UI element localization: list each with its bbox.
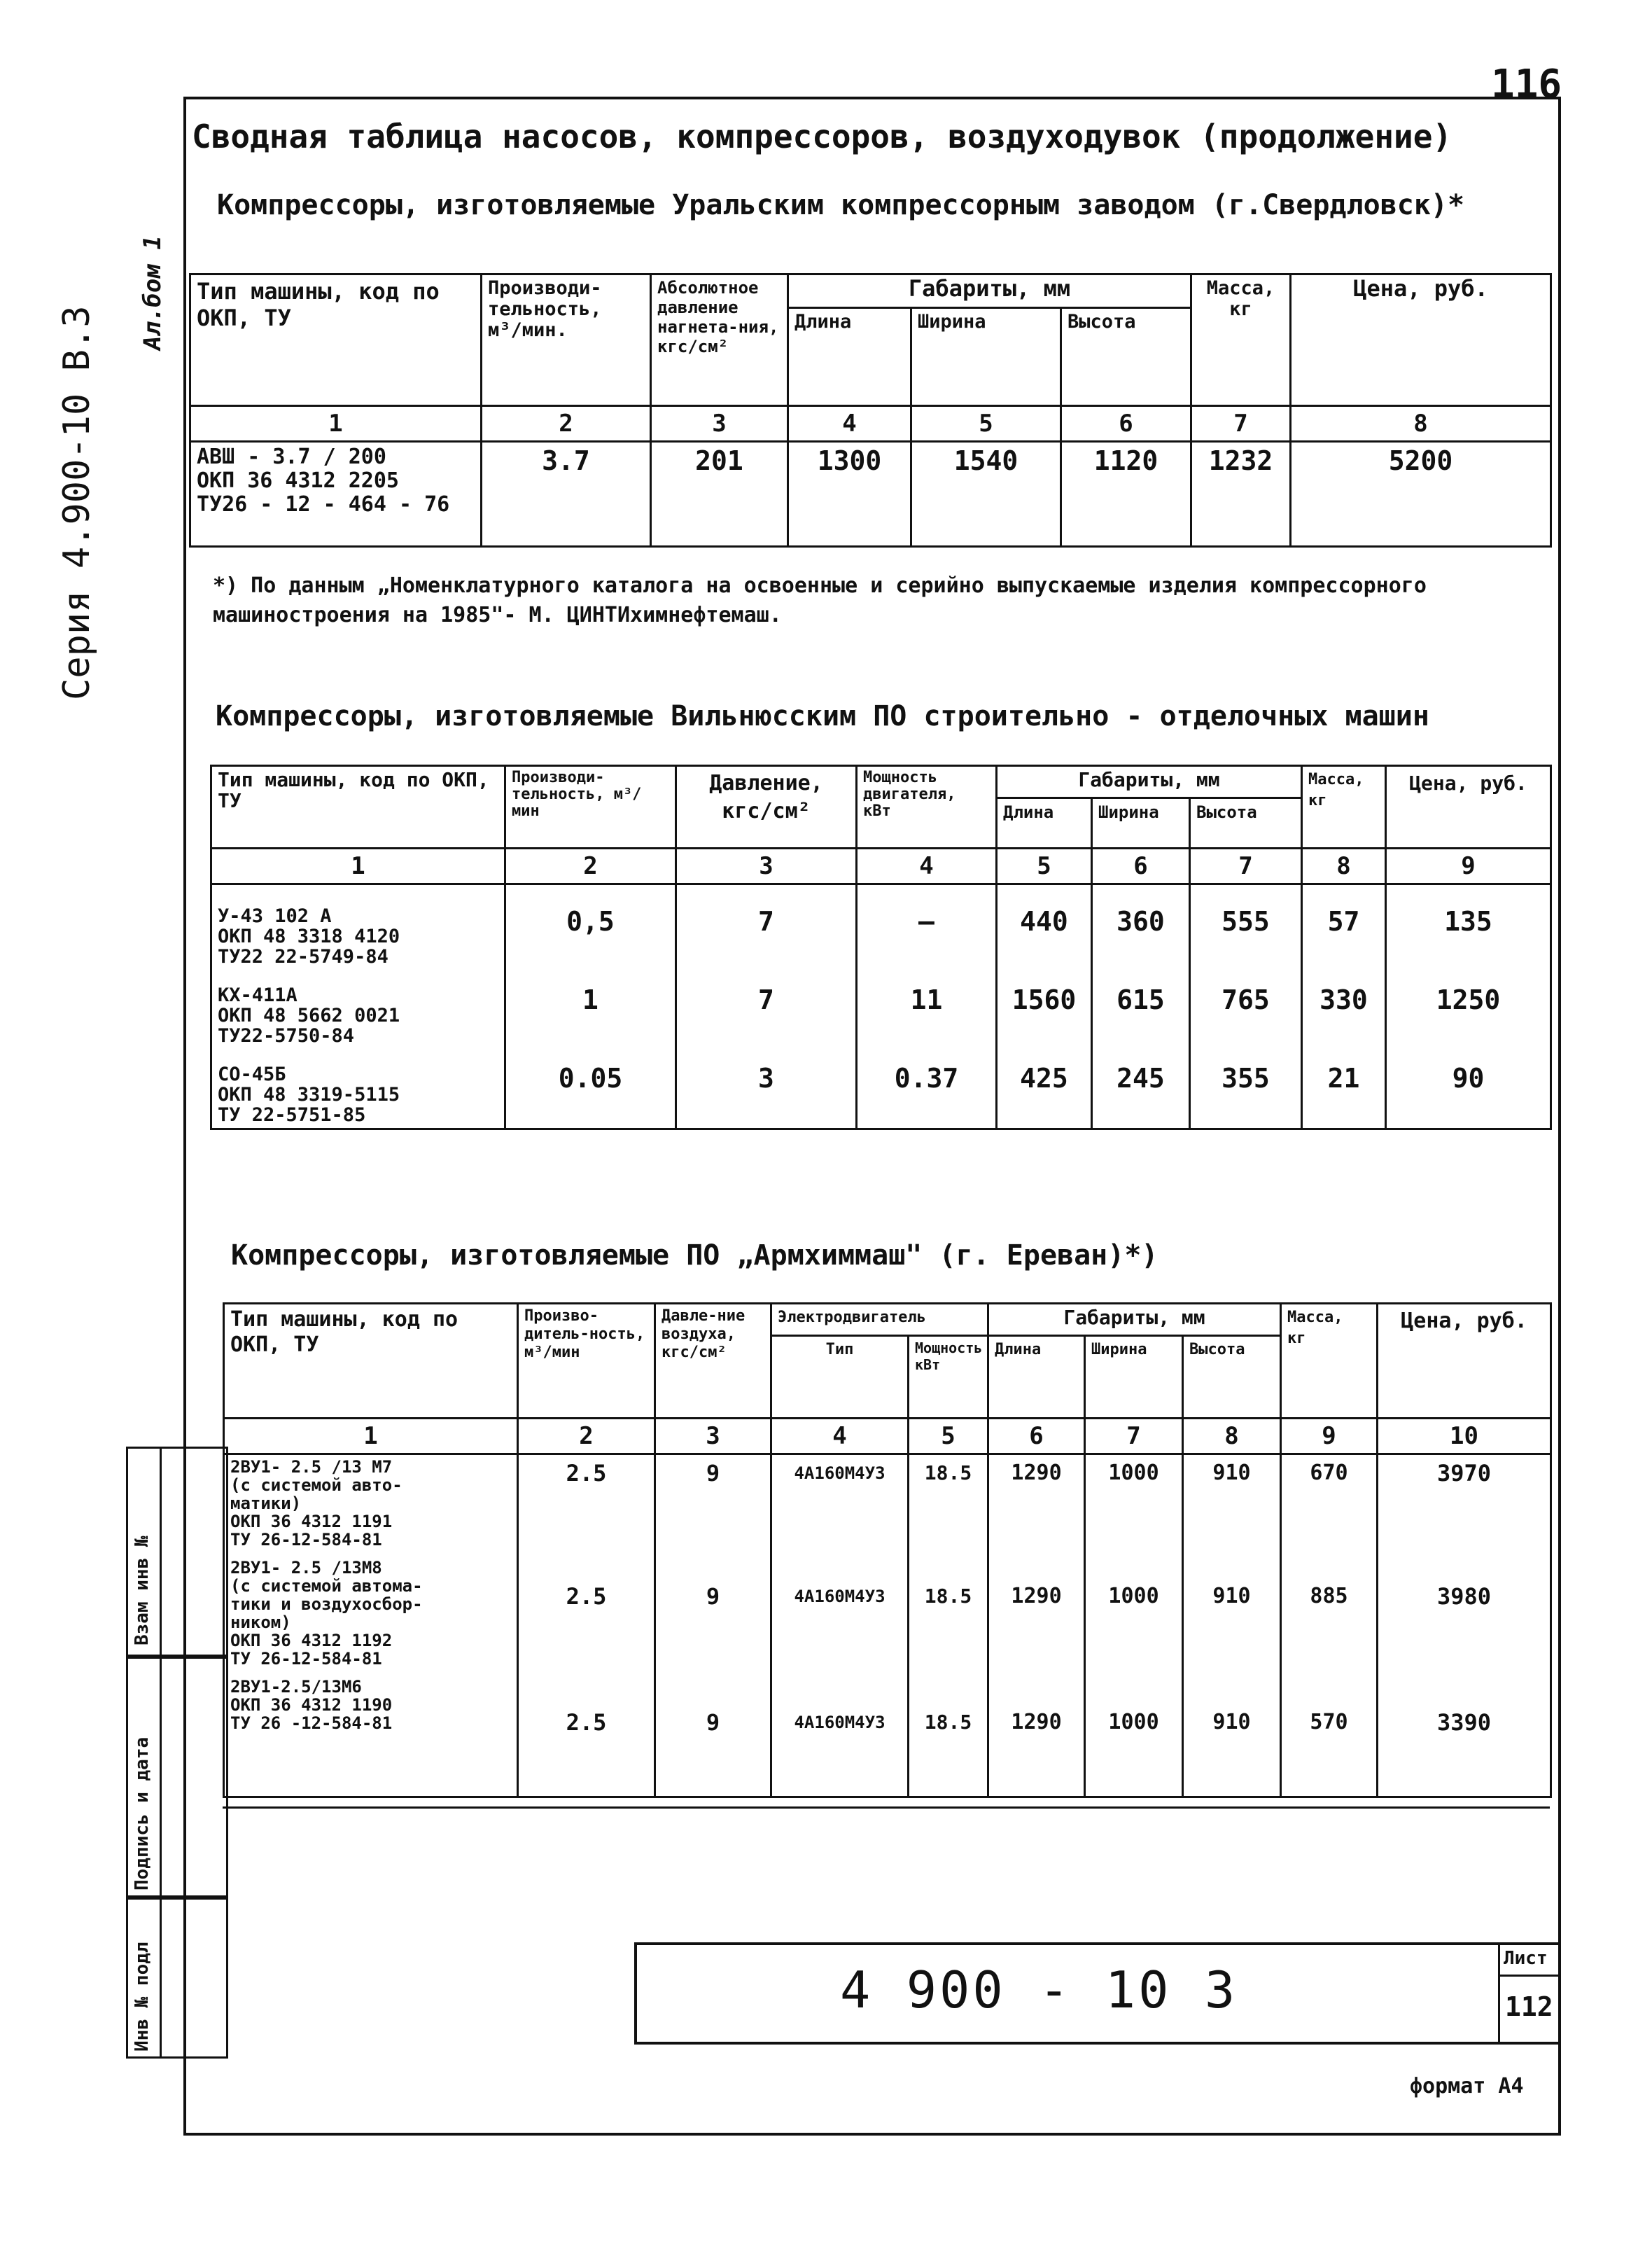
- s1-header-height: Высота: [1061, 308, 1191, 406]
- s3-row2-prod: 2.5: [566, 1583, 607, 1610]
- document-code: 4 900 - 10 3: [840, 1961, 1238, 2019]
- s3-header-motor-type: Тип: [771, 1336, 909, 1419]
- s1-row1-model: АВШ - 3.7 / 200 ОКП 36 4312 2205 ТУ26 - 12 - 464 - 76: [197, 445, 450, 517]
- s3-row2-height: 910: [1212, 1584, 1251, 1608]
- s1-num-1: 1: [190, 406, 482, 442]
- s3-row1-pressure: 9: [706, 1460, 720, 1486]
- s1-header-mass: Масса, кг: [1191, 274, 1291, 406]
- s2-row1-model: У-43 102 А ОКП 48 3318 4120 ТУ22 22-5749-84: [218, 905, 400, 968]
- s3-num-1: 1: [224, 1419, 518, 1454]
- s2-row1-length: 440: [1020, 906, 1068, 937]
- s3-row3-height: 910: [1212, 1710, 1251, 1734]
- s3-row3-length: 1290: [1011, 1710, 1062, 1734]
- s2-num-5: 5: [997, 849, 1092, 884]
- s1-row1-width: 1540: [911, 442, 1061, 547]
- s3-row3-prod: 2.5: [566, 1709, 607, 1736]
- s2-header-prod: Производи-тельность, м³/мин: [505, 766, 676, 849]
- format-label: формат А4: [1410, 2074, 1524, 2098]
- s2-row3-power: 0.37: [894, 1063, 959, 1094]
- s1-num-5: 5: [911, 406, 1061, 442]
- section3-title: Компрессоры, изготовляемые ПО „Армхиммаш" (г. Ереван)*): [231, 1239, 1158, 1272]
- s3-row1-model: 2ВУ1- 2.5 /13 М7 (с системой авто- матики) ОКП 36 4312 1191 ТУ 26-12-584-81: [230, 1457, 402, 1550]
- s1-num-3: 3: [651, 406, 788, 442]
- s2-row2-pressure: 7: [758, 984, 774, 1015]
- s1-header-type: Тип машины, код по ОКП, ТУ: [190, 274, 482, 406]
- s3-row2-model: 2ВУ1- 2.5 /13М8 (с системой автома- тики и воздухосбор- ником) ОКП 36 4312 1192 ТУ 26-12-584-81: [230, 1558, 423, 1669]
- s3-row3-power: 18.5: [924, 1711, 972, 1734]
- s1-row1-pressure: 201: [651, 442, 788, 547]
- s3-row1-width: 1000: [1108, 1461, 1159, 1485]
- s2-row3-model: СО-45Б ОКП 48 3319-5115 ТУ 22-5751-85: [218, 1064, 400, 1126]
- s1-num-2: 2: [482, 406, 651, 442]
- table-row: [190, 442, 1551, 547]
- s3-row2-power: 18.5: [924, 1585, 972, 1608]
- bottom-divider: [223, 1806, 1550, 1809]
- s1-row1-height: 1120: [1061, 442, 1191, 547]
- s2-row1-height: 555: [1222, 906, 1270, 937]
- s2-row3-length: 425: [1020, 1063, 1068, 1094]
- s1-header-price: Цена, руб.: [1291, 274, 1551, 406]
- s3-row3-pressure: 9: [706, 1709, 720, 1736]
- s2-header-power: Мощность двигателя, кВт: [857, 766, 997, 849]
- s3-num-4: 4: [771, 1419, 909, 1454]
- side-album-label: Ал.бом 1: [139, 235, 167, 350]
- s3-header-prod: Произво-дитель-ность, м³/мин: [518, 1304, 655, 1419]
- left-stamp-label-3: Инв № подл: [132, 1942, 153, 2052]
- s1-num-6: 6: [1061, 406, 1191, 442]
- s3-row3-motor: 4А160М4У3: [794, 1713, 886, 1732]
- s2-num-7: 7: [1190, 849, 1302, 884]
- s3-row1-height: 910: [1212, 1461, 1251, 1485]
- s3-header-width: Ширина: [1085, 1336, 1183, 1419]
- s2-row3-price: 90: [1452, 1063, 1485, 1094]
- s3-row1-prod: 2.5: [566, 1460, 607, 1486]
- table-row: [224, 1454, 1551, 1797]
- s2-row2-height: 765: [1222, 984, 1270, 1015]
- left-stamp-label-2: Подпись и дата: [132, 1736, 153, 1891]
- s3-row3-model: 2ВУ1-2.5/13М6 ОКП 36 4312 1190 ТУ 26 -12-584-81: [230, 1677, 393, 1733]
- s3-header-motor: Электродвигатель: [771, 1304, 988, 1336]
- s2-num-4: 4: [857, 849, 997, 884]
- side-series-label: Серия 4.900-10 В.3: [56, 305, 98, 700]
- s3-row1-motor: 4А160М4У3: [794, 1463, 886, 1483]
- s2-header-height: Высота: [1190, 798, 1302, 849]
- s3-row1-price: 3970: [1436, 1460, 1492, 1486]
- s2-row2-model: КХ-411А ОКП 48 5662 0021 ТУ22-5750-84: [218, 984, 400, 1047]
- s2-row2-price: 1250: [1436, 984, 1501, 1015]
- s2-row3-prod: 0.05: [558, 1063, 623, 1094]
- section2-table: [210, 765, 1552, 1130]
- s3-row2-price: 3980: [1436, 1583, 1492, 1610]
- s2-header-width: Ширина: [1092, 798, 1190, 849]
- s3-num-3: 3: [655, 1419, 771, 1454]
- s3-num-5: 5: [909, 1419, 988, 1454]
- left-stamp-divider: [160, 1447, 162, 2059]
- s2-row1-pressure: 7: [758, 906, 774, 937]
- s2-row1-mass: 57: [1327, 906, 1360, 937]
- s2-row2-power: 11: [910, 984, 943, 1015]
- s1-row1-prod: 3.7: [482, 442, 651, 547]
- s1-row1-mass: 1232: [1191, 442, 1291, 547]
- s2-row3-width: 245: [1116, 1063, 1165, 1094]
- section1-title: Компрессоры, изготовляемые Уральским компрессорным заводом (г.Свердловск)*: [217, 189, 1465, 221]
- s1-header-prod: Производи-тельность, м³/мин.: [482, 274, 651, 406]
- s3-row1-length: 1290: [1011, 1461, 1062, 1485]
- s2-row3-height: 355: [1222, 1063, 1270, 1094]
- s1-header-length: Длина: [788, 308, 911, 406]
- s3-row1-power: 18.5: [924, 1461, 972, 1484]
- main-title: Сводная таблица насосов, компрессоров, воздуходувок (продолжение): [192, 118, 1452, 155]
- s2-num-1: 1: [211, 849, 505, 884]
- s3-header-motor-power: Мощность кВт: [909, 1336, 988, 1419]
- s1-header-pressure: Абсолютное давление нагнета-ния, кгс/см²: [651, 274, 788, 406]
- section1-footnote: *) По данным „Номенклатурного каталога на освоенные и серийно выпускаемые изделия компрессорного машиностроения на 1985"- М. ЦИНТИхимнефтемаш.: [213, 573, 1427, 627]
- s3-header-length: Длина: [988, 1336, 1085, 1419]
- s2-header-pressure: Давление, кгс/см²: [676, 766, 857, 849]
- s1-row1-length: 1300: [788, 442, 911, 547]
- s3-row3-mass: 570: [1310, 1710, 1348, 1734]
- s3-row2-pressure: 9: [706, 1583, 720, 1610]
- s2-row2-width: 615: [1116, 984, 1165, 1015]
- s2-row2-prod: 1: [582, 984, 598, 1015]
- s3-num-9: 9: [1281, 1419, 1378, 1454]
- s3-row2-mass: 885: [1310, 1584, 1348, 1608]
- s2-row1-power: —: [918, 906, 934, 937]
- s2-row2-mass: 330: [1320, 984, 1368, 1015]
- s3-num-10: 10: [1378, 1419, 1551, 1454]
- s3-header-type: Тип машины, код по ОКП, ТУ: [224, 1304, 518, 1419]
- s3-header-mass: Масса, кг: [1281, 1304, 1378, 1419]
- title-block-divider: [1498, 1942, 1500, 2045]
- section1-table: [189, 273, 1552, 548]
- s2-num-3: 3: [676, 849, 857, 884]
- s2-row3-mass: 21: [1327, 1063, 1360, 1094]
- s3-row2-width: 1000: [1108, 1584, 1159, 1608]
- s1-num-4: 4: [788, 406, 911, 442]
- s1-header-width: Ширина: [911, 308, 1061, 406]
- section3-table: [223, 1302, 1552, 1798]
- s2-header-mass: Масса, кг: [1302, 766, 1386, 849]
- s3-header-height: Высота: [1183, 1336, 1281, 1419]
- s1-num-7: 7: [1191, 406, 1291, 442]
- s3-header-pressure: Давле-ние воздуха, кгс/см²: [655, 1304, 771, 1419]
- s1-header-dims: Габариты, мм: [788, 274, 1191, 308]
- s1-row1-price: 5200: [1291, 442, 1551, 547]
- s3-row3-width: 1000: [1108, 1710, 1159, 1734]
- s2-num-6: 6: [1092, 849, 1190, 884]
- sheet-label: Лист: [1504, 1948, 1548, 1969]
- s2-row1-width: 360: [1116, 906, 1165, 937]
- s3-num-6: 6: [988, 1419, 1085, 1454]
- s3-num-8: 8: [1183, 1419, 1281, 1454]
- left-stamp-label-1: Взам инв №: [132, 1536, 153, 1645]
- s3-num-2: 2: [518, 1419, 655, 1454]
- s3-num-7: 7: [1085, 1419, 1183, 1454]
- s1-num-8: 8: [1291, 406, 1551, 442]
- s2-row3-pressure: 3: [758, 1063, 774, 1094]
- s2-header-length: Длина: [997, 798, 1092, 849]
- title-block-sheet-divider: [1498, 1975, 1561, 1977]
- s2-row2-length: 1560: [1011, 984, 1077, 1015]
- section2-title: Компрессоры, изготовляемые Вильнюсским ПО строительно - отделочных машин: [216, 700, 1429, 732]
- s2-header-type: Тип машины, код по ОКП, ТУ: [211, 766, 505, 849]
- s2-header-dims: Габариты, мм: [997, 766, 1302, 798]
- s3-header-price: Цена, руб.: [1378, 1304, 1551, 1419]
- sheet-number: 112: [1505, 1991, 1553, 2022]
- s3-header-dims: Габариты, мм: [988, 1304, 1281, 1336]
- table-row: [211, 884, 1551, 1129]
- s2-num-9: 9: [1386, 849, 1551, 884]
- s3-row1-mass: 670: [1310, 1461, 1348, 1485]
- s2-num-8: 8: [1302, 849, 1386, 884]
- s2-num-2: 2: [505, 849, 676, 884]
- s2-row1-prod: 0,5: [566, 906, 615, 937]
- s3-row3-price: 3390: [1436, 1709, 1492, 1736]
- s3-row2-length: 1290: [1011, 1584, 1062, 1608]
- s2-header-price: Цена, руб.: [1386, 766, 1551, 849]
- page-number: 116: [1491, 62, 1562, 107]
- s3-row2-motor: 4А160М4У3: [794, 1587, 886, 1606]
- s2-row1-price: 135: [1444, 906, 1492, 937]
